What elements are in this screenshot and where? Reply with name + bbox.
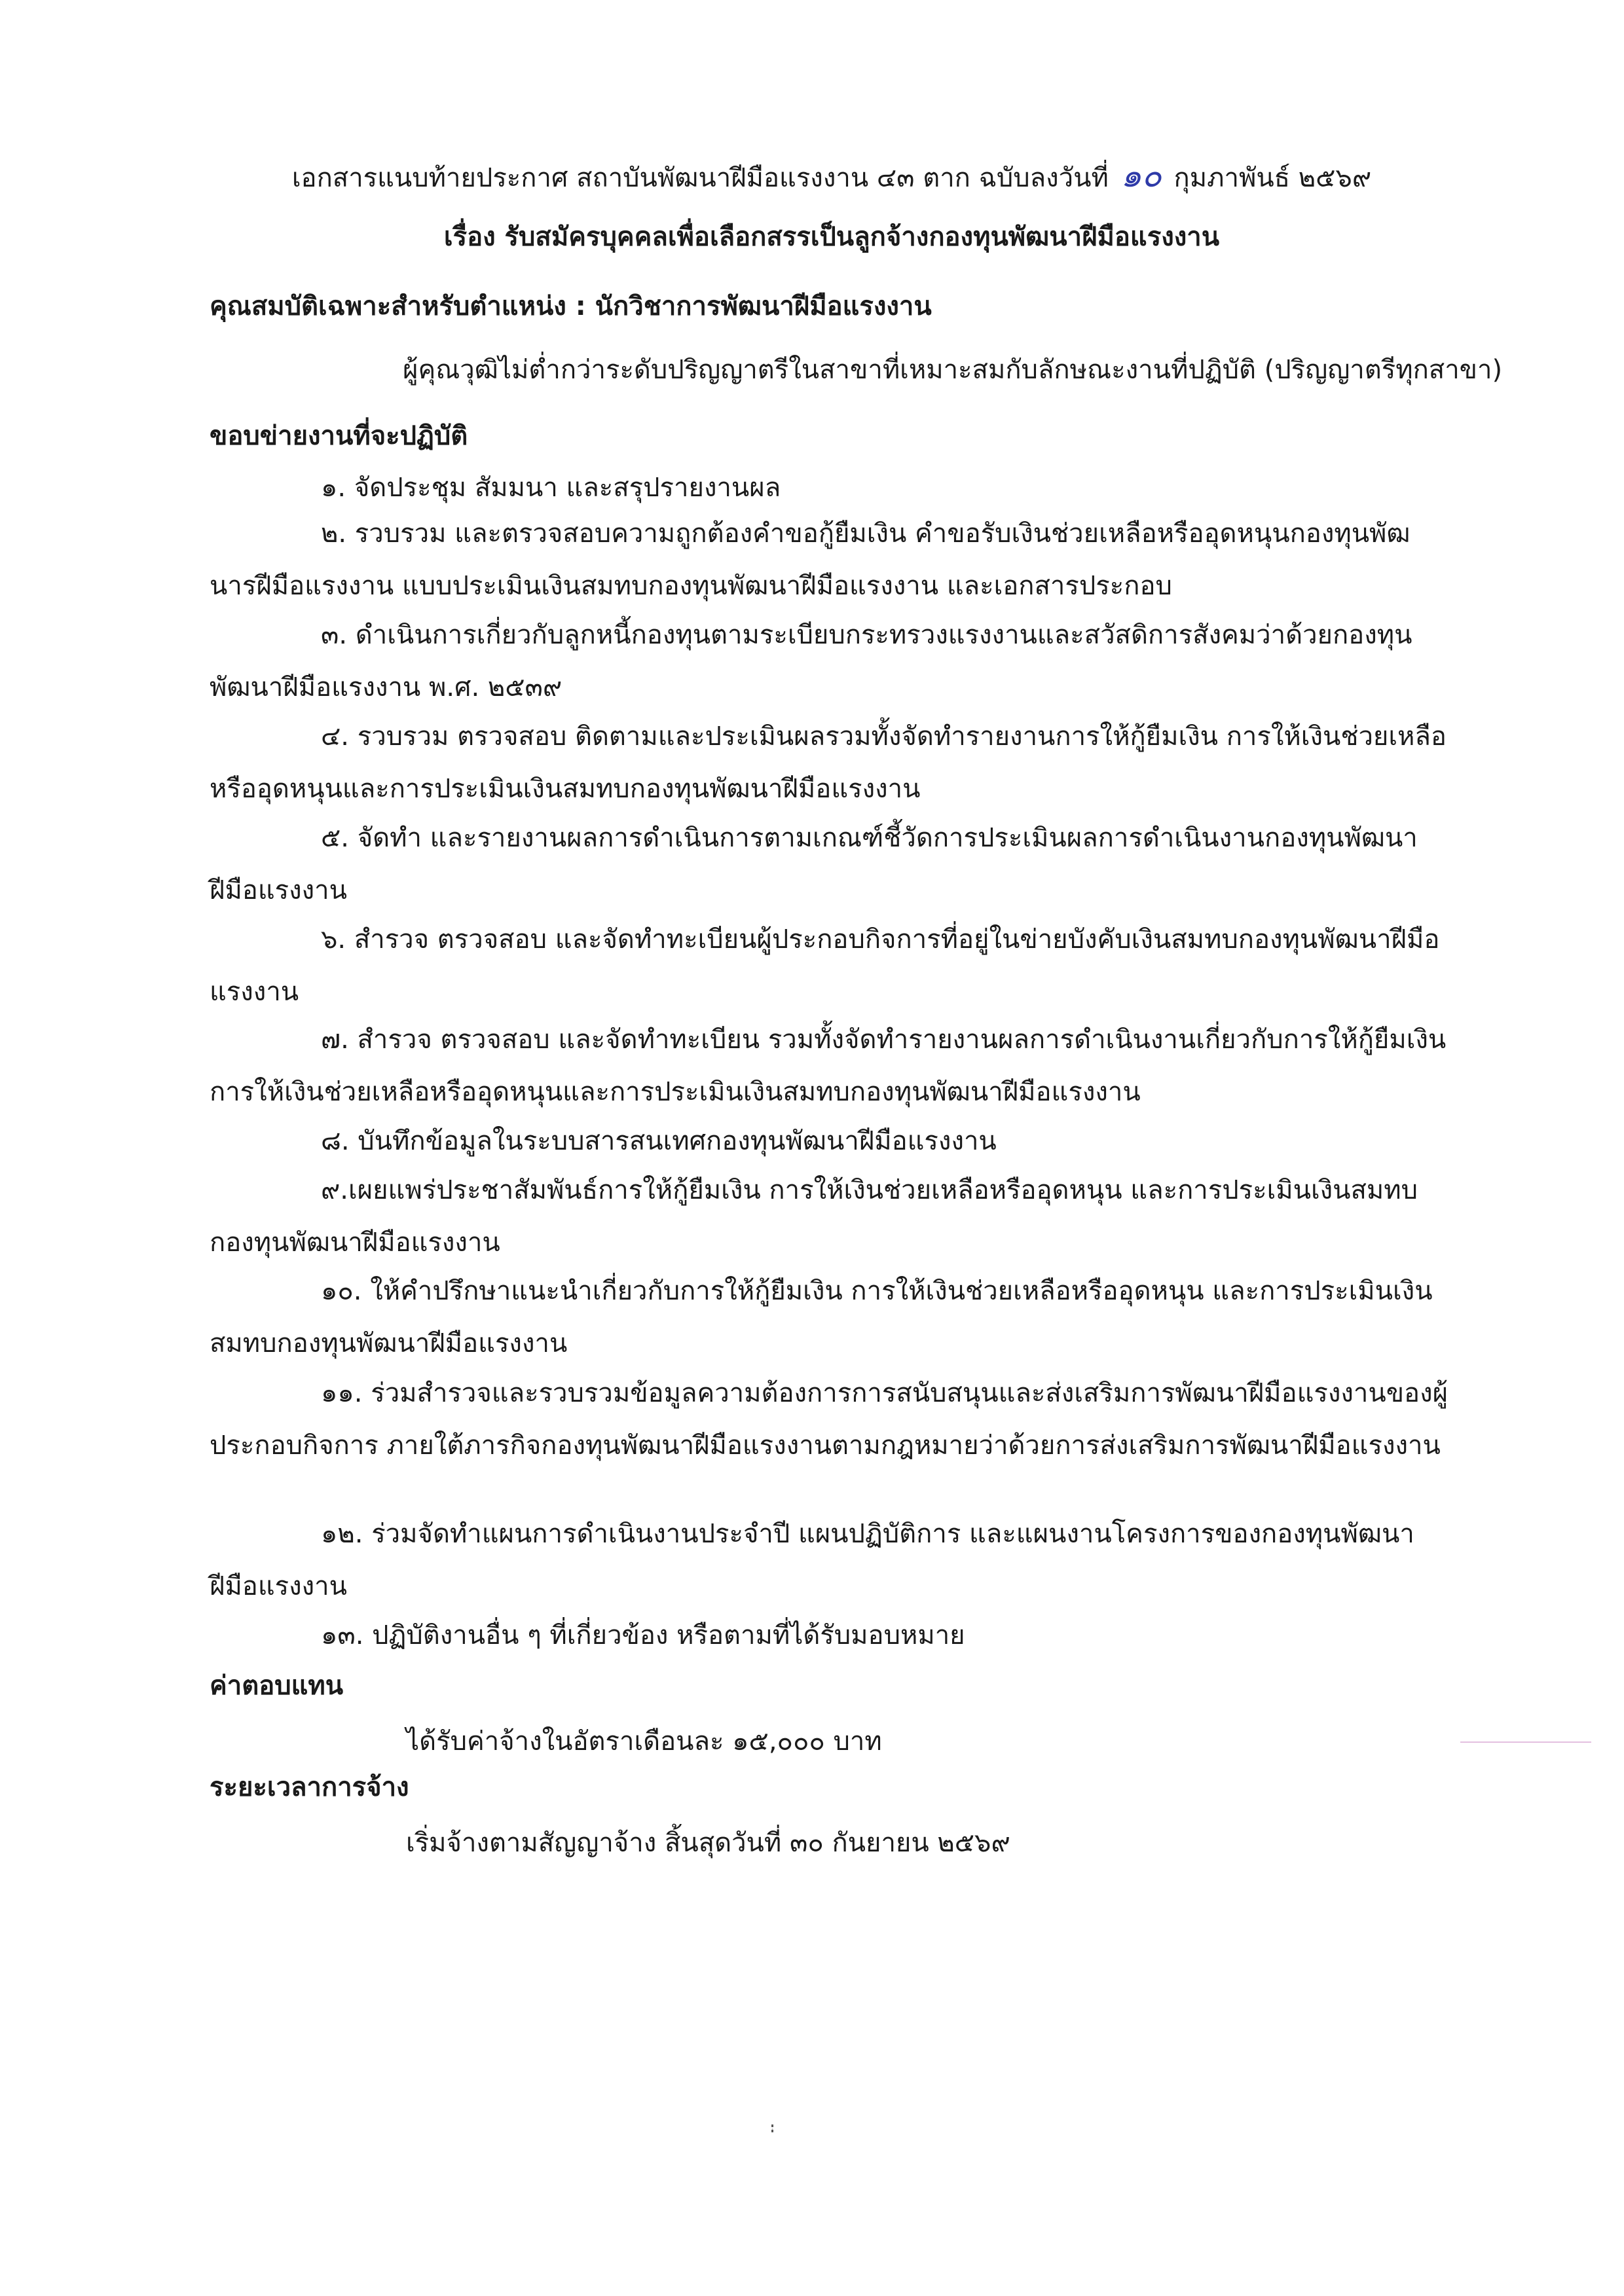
scan-speck xyxy=(771,2124,776,2132)
scope-heading: ขอบข่ายงานที่จะปฏิบัติ xyxy=(210,421,468,451)
scope-item: ๑๑. ร่วมสำรวจและรวบรวมข้อมูลความต้องการการสนับสนุนและส่งเสริมการพัฒนาฝีมือแรงงานของผู้ประกอบกิจการ ภายใต้ภารกิจกองทุนพัฒนาฝีมือแรงงานตามกฎหมายว่าด้วยการส่งเสริมการพัฒนาฝีมือแรงงาน xyxy=(210,1378,1449,1461)
scope-item: ๓. ดำเนินการเกี่ยวกับลูกหนี้กองทุนตามระเบียบกระทรวงแรงงานและสวัสดิการสังคมว่าด้วยกองทุนพัฒนาฝีมือแรงงาน พ.ศ. ๒๕๓๙ xyxy=(210,620,1412,702)
qualification-text: ผู้คุณวุฒิไม่ต่ำกว่าระดับปริญญาตรีในสาขาที่เหมาะสมกับลักษณะงานที่ปฏิบัติ (ปริญญาตรีทุกสาขา) xyxy=(403,355,1503,385)
scope-item: ๒. รวบรวม และตรวจสอบความถูกต้องคำขอกู้ยืมเงิน คำขอรับเงินช่วยเหลือหรืออุดหนุนกองทุนพัฒนารฝีมือแรงงาน แบบประเมินเงินสมทบกองทุนพัฒนาฝีมือแรงงาน และเอกสารประกอบ xyxy=(210,519,1411,601)
scope-item: ๖. สำรวจ ตรวจสอบ และจัดทำทะเบียนผู้ประกอบกิจการที่อยู่ในข่ายบังคับเงินสมทบกองทุนพัฒนาฝีมือแรงงาน xyxy=(210,924,1440,1007)
scope-item: ๔. รวบรวม ตรวจสอบ ติดตามและประเมินผลรวมทั้งจัดทำรายงานการให้กู้ยืมเงิน การให้เงินช่วยเหลือหรืออุดหนุนและการประเมินเงินสมทบกองทุนพัฒนาฝีมือแรงงาน xyxy=(210,721,1447,804)
document-title: เรื่อง รับสมัครบุคคลเพื่อเลือกสรรเป็นลูกจ้างกองทุนพัฒนาฝีมือแรงงาน xyxy=(443,222,1220,252)
margin-pencil-mark xyxy=(1460,1741,1591,1743)
handwritten-date-day: ๑๐ xyxy=(1120,156,1162,194)
scope-item: ๙.เผยแพร่ประชาสัมพันธ์การให้กู้ยืมเงิน การให้เงินช่วยเหลือหรืออุดหนุน และการประเมินเงินสมทบกองทุนพัฒนาฝีมือแรงงาน xyxy=(210,1175,1418,1258)
header-suffix: กุมภาพันธ์ ๒๕๖๙ xyxy=(1173,163,1372,193)
scope-item: ๑๓. ปฏิบัติงานอื่น ๆ ที่เกี่ยวข้อง หรือตามที่ได้รับมอบหมาย xyxy=(321,1620,965,1650)
scope-item: ๑๒. ร่วมจัดทำแผนการดำเนินงานประจำปี แผนปฏิบัติการ และแผนงานโครงการของกองทุนพัฒนาฝีมือแรงงาน xyxy=(210,1519,1414,1601)
period-heading: ระยะเวลาการจ้าง xyxy=(210,1772,409,1802)
scope-item: ๑๐. ให้คำปรึกษาแนะนำเกี่ยวกับการให้กู้ยืมเงิน การให้เงินช่วยเหลือหรืออุดหนุน และการประเมินเงินสมทบกองทุนพัฒนาฝีมือแรงงาน xyxy=(210,1276,1433,1358)
scope-item: ๕. จัดทำ และรายงานผลการดำเนินการตามเกณฑ์ชี้วัดการประเมินผลการดำเนินงานกองทุนพัฒนาฝีมือแรงงาน xyxy=(210,823,1418,905)
header-prefix: เอกสารแนบท้ายประกาศ สถาบันพัฒนาฝีมือแรงงาน ๔๓ ตาก ฉบับลงวันที่ xyxy=(291,163,1109,193)
scope-item: ๗. สำรวจ ตรวจสอบ และจัดทำทะเบียน รวมทั้งจัดทำรายงานผลการดำเนินงานเกี่ยวกับการให้กู้ยืมเงินการให้เงินช่วยเหลือหรืออุดหนุนและการประเมินเงินสมทบกองทุนพัฒนาฝีมือแรงงาน xyxy=(210,1025,1447,1107)
document-header-line1 xyxy=(170,149,1493,204)
qualification-heading: คุณสมบัติเฉพาะสำหรับตำแหน่ง : นักวิชาการพัฒนาฝีมือแรงงาน xyxy=(210,291,932,321)
compensation-heading: ค่าตอบแทน xyxy=(210,1671,344,1701)
compensation-text: ได้รับค่าจ้างในอัตราเดือนละ ๑๕,๐๐๐ บาท xyxy=(406,1726,882,1757)
period-text: เริ่มจ้างตามสัญญาจ้าง สิ้นสุดวันที่ ๓๐ กันยายน ๒๕๖๙ xyxy=(406,1828,1010,1858)
scope-item: ๑. จัดประชุม สัมมนา และสรุปรายงานผล xyxy=(321,473,781,503)
scope-item: ๘. บันทึกข้อมูลในระบบสารสนเทศกองทุนพัฒนาฝีมือแรงงาน xyxy=(321,1126,997,1156)
